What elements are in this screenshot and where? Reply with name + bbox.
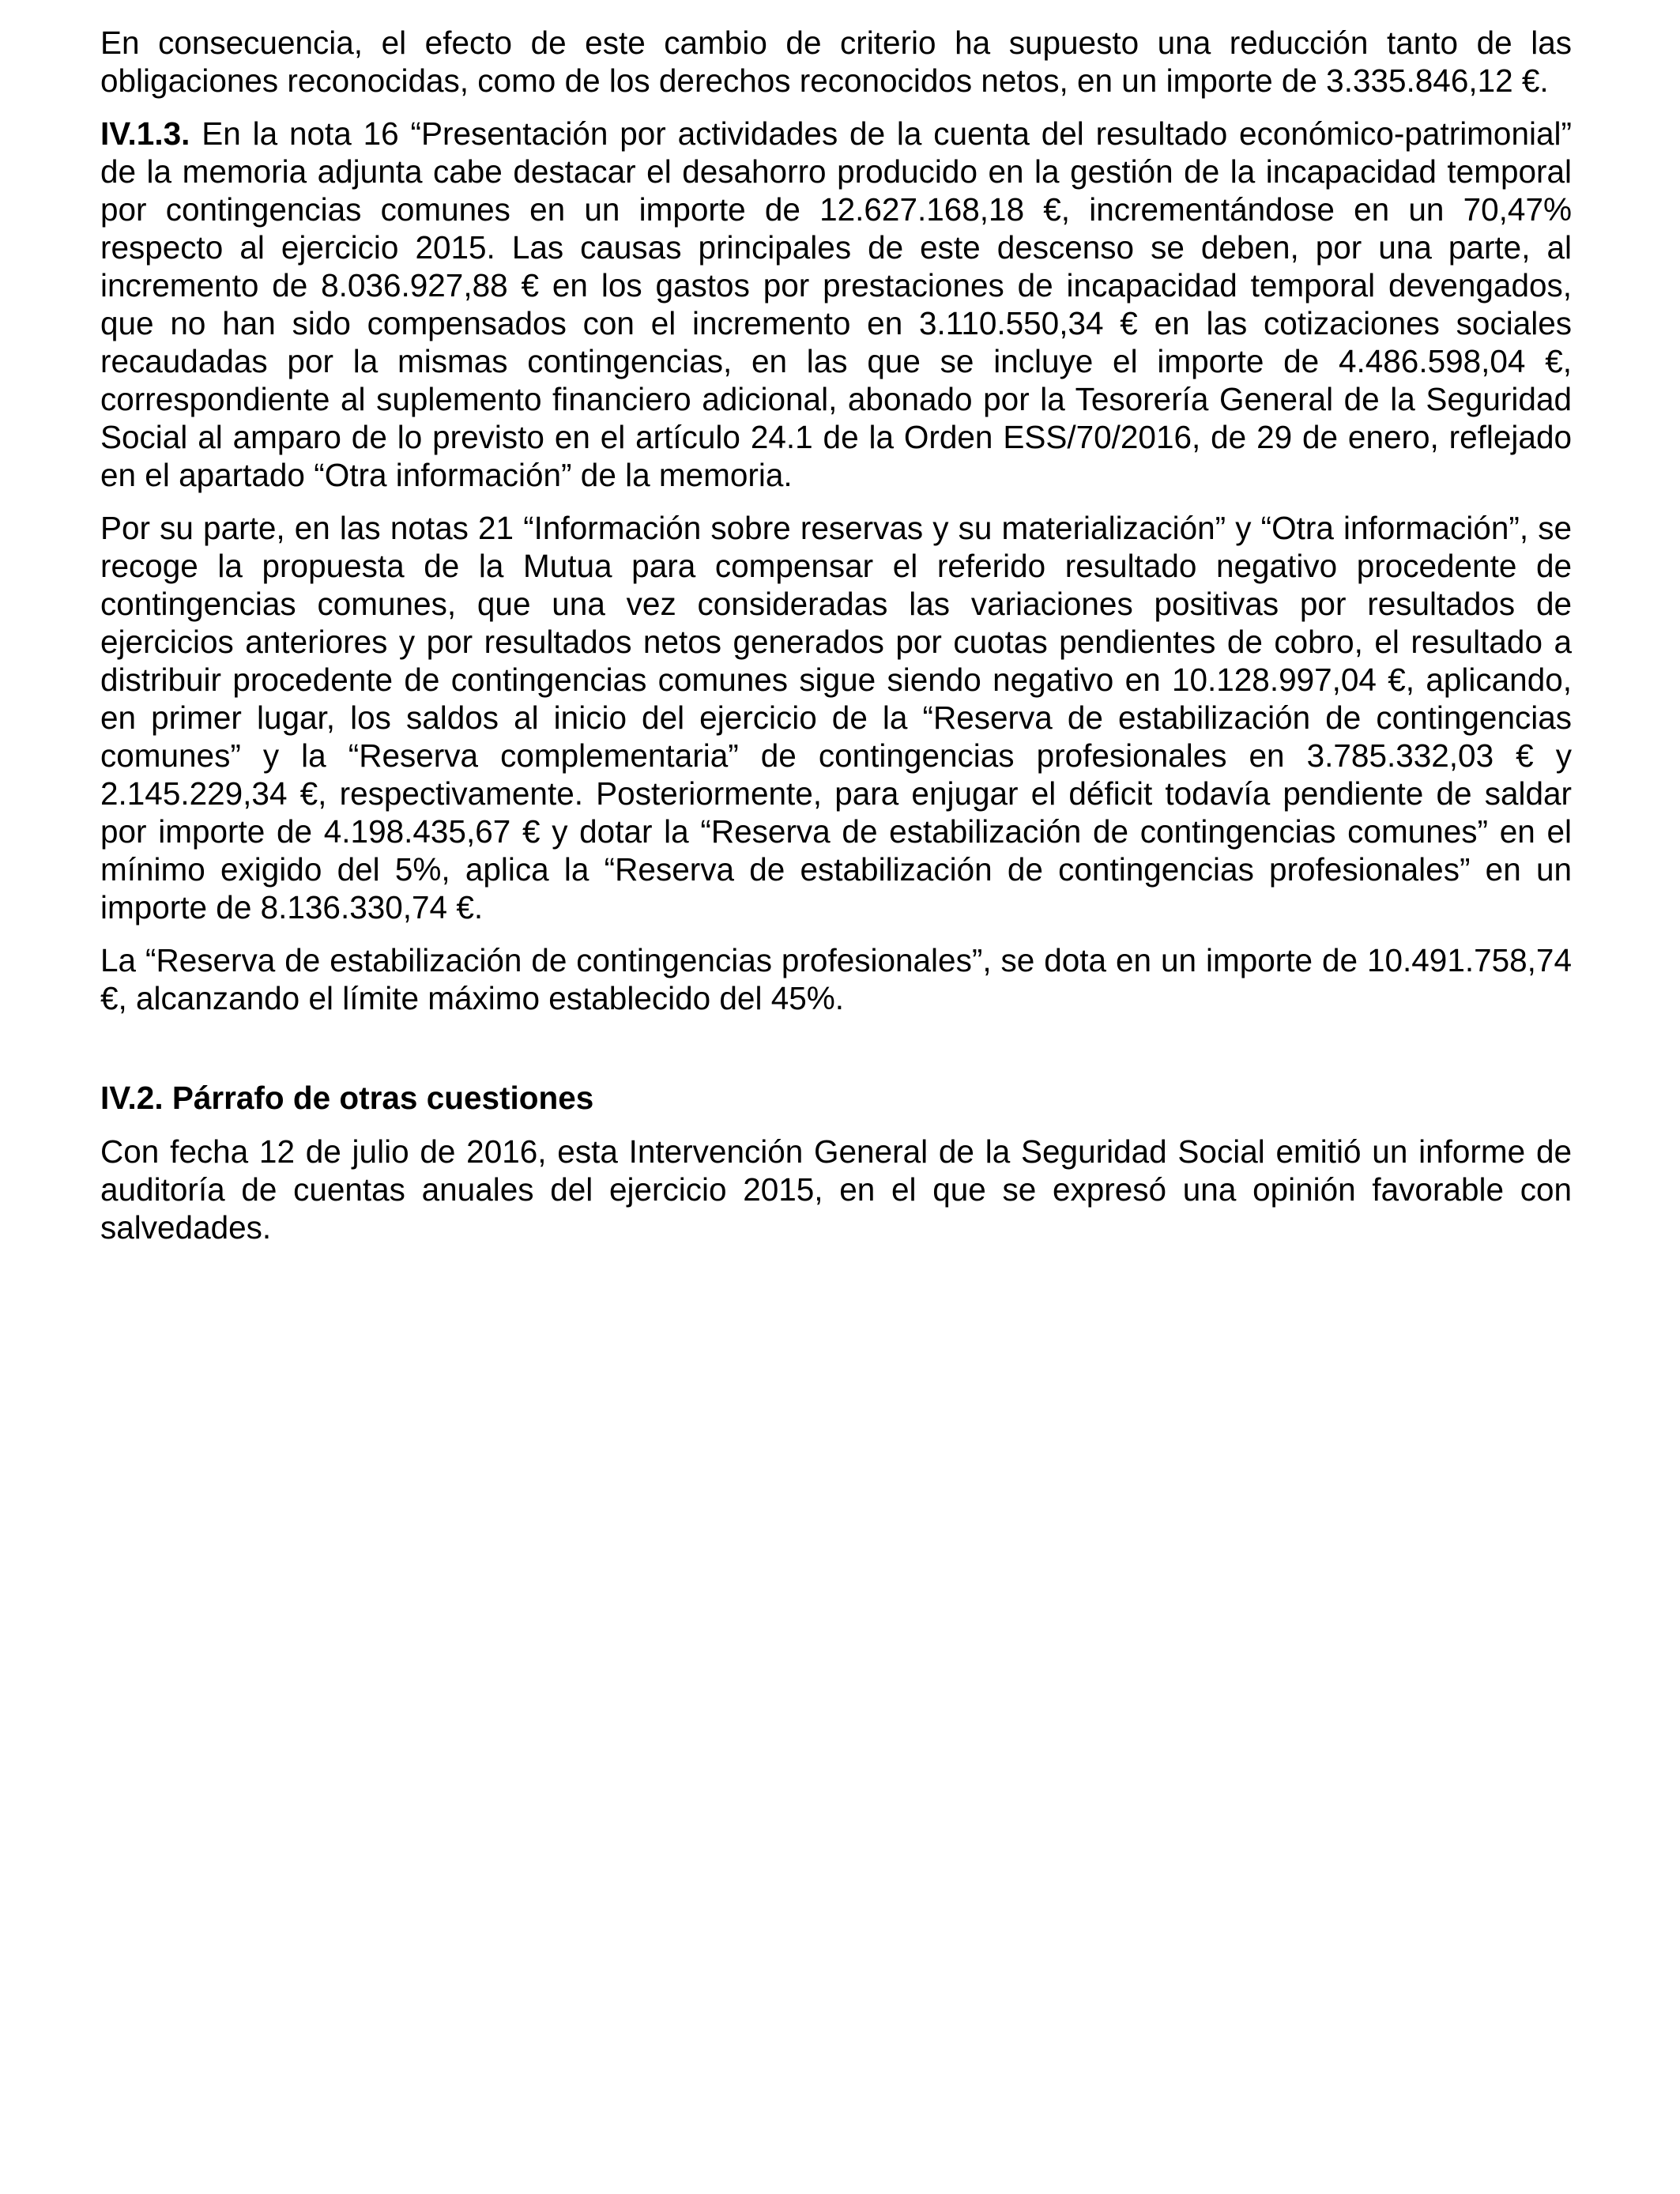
paragraph-iv-1-3: [100, 115, 1572, 494]
section-ref-iv-1-3: IV.1.3.: [100, 115, 190, 152]
paragraph-reservas: Por su parte, en las notas 21 “Información sobre reservas y su materialización” y “Otra información”, se recoge la propuesta de la Mutua para compensar el referido resultado negativo procedente de contingencias comunes, que una vez consideradas las variaciones positivas por resultados de ejercicios anteriores y por resultados netos generados por cuotas pendientes de cobro, el resultado a distribuir procedente de contingencias comunes sigue siendo negativo en 10.128.997,04 €, aplicando, en primer lugar, los saldos al inicio del ejercicio de la “Reserva de estabilización de contingencias comunes” y la “Reserva complementaria” de contingencias profesionales en 3.785.332,03 € y 2.145.229,34 €, respectivamente. Posteriormente, para enjugar el déficit todavía pendiente de saldar por importe de 4.198.435,67 € y dotar la “Reserva de estabilización de contingencias comunes” en el mínimo exigido del 5%, aplica la “Reserva de estabilización de contingencias profesionales” en un importe de 8.136.330,74 €.: [100, 510, 1572, 925]
paragraph-otras-cuestiones: Con fecha 12 de julio de 2016, esta Intervención General de la Seguridad Social emitió un informe de auditoría de cuentas anuales del ejercicio 2015, en el que se expresó una opinión favorable con salvedades.: [100, 1133, 1572, 1246]
paragraph-reserva-estabilizacion: La “Reserva de estabilización de contingencias profesionales”, se dota en un importe de 10.491.758,74 €, alcanzando el límite máximo establecido del 45%.: [100, 942, 1572, 1016]
paragraph-criterio-change: En consecuencia, el efecto de este cambio de criterio ha supuesto una reducción tanto de las obligaciones reconocidas, como de los derechos reconocidos netos, en un importe de 3.335.846,12 €.: [100, 25, 1572, 99]
document-page: [100, 24, 1572, 1261]
paragraph-iv-1-3-text: En la nota 16 “Presentación por actividades de la cuenta del resultado económico-patrimonial” de la memoria adjunta cabe destacar el desahorro producido en la gestión de la incapacidad temporal por contingencias comunes en un importe de 12.627.168,18 €, incrementándose en un 70,47% respecto al ejercicio 2015. Las causas principales de este descenso se deben, por una parte, al incremento de 8.036.927,88 € en los gastos por prestaciones de incapacidad temporal devengados, que no han sido compensados con el incremento en 3.110.550,34 € en las cotizaciones sociales recaudadas por la mismas contingencias, en las que se incluye el importe de 4.486.598,04 €, correspondiente al suplemento financiero adicional, abonado por la Tesorería General de la Seguridad Social al amparo de lo previsto en el artículo 24.1 de la Orden ESS/70/2016, de 29 de enero, reflejado en el apartado “Otra información” de la memoria.: [100, 115, 1572, 493]
section-title-iv-2: IV.2. Párrafo de otras cuestiones: [100, 1080, 594, 1116]
